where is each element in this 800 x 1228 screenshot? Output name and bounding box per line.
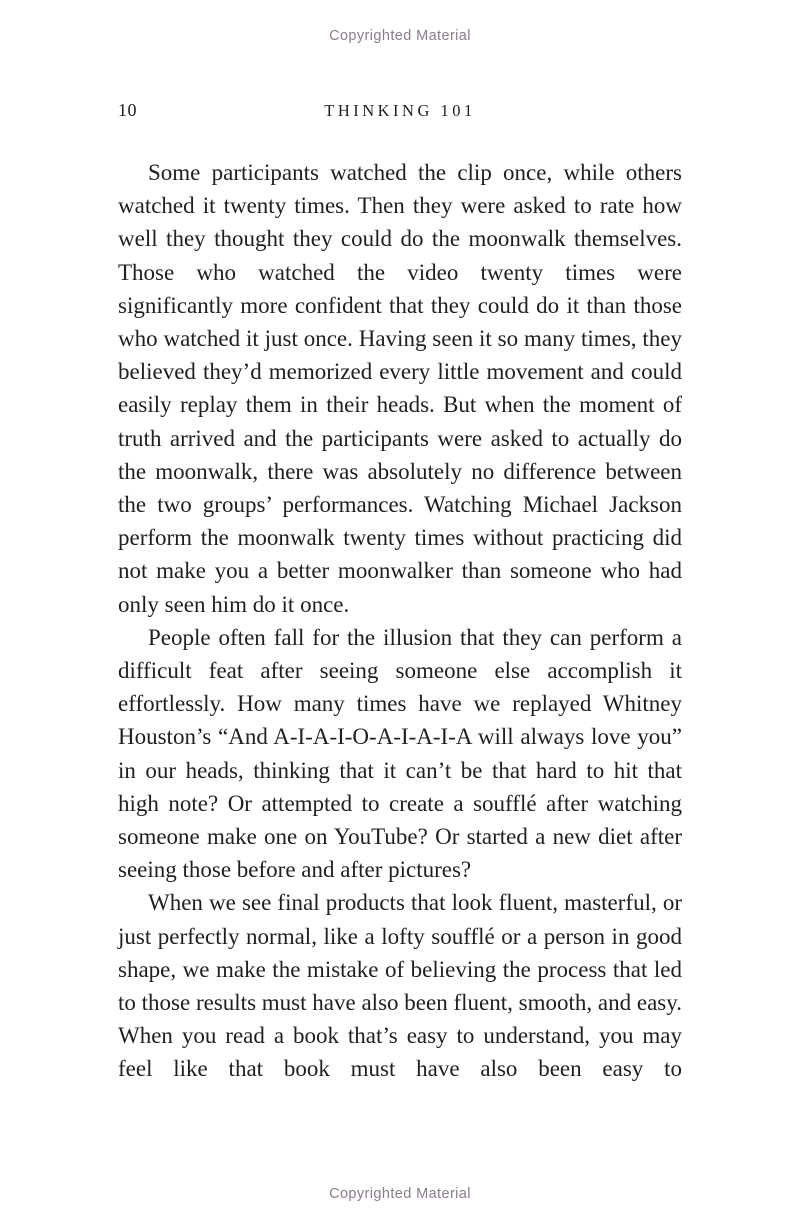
copyright-notice-bottom: Copyrighted Material (329, 1186, 471, 1202)
body-text (118, 156, 682, 1086)
running-title: THINKING 101 (324, 101, 476, 120)
copyright-notice-top: Copyrighted Material (329, 28, 471, 44)
page-number: 10 (118, 100, 137, 120)
paragraph-3: When we see final products that look fluent, masterful, or just perfectly normal, like a lofty soufflé or a person in good shape, we make the mistake of believing the process that led to those results must have also been fluent, smooth, and easy. When you read a book that’s easy to understand, you may feel like that book must have also been easy to (118, 890, 682, 1082)
paragraph-1: Some participants watched the clip once, while others watched it twenty times. Then they were asked to rate how well they thought they could do the moonwalk themselves. Those who watched the video twenty times were significantly more confident that they could do it than those who watched it just once. Having seen it so many times, they believed they’d memorized every little movement and could easily replay them in their heads. But when the moment of truth arrived and the participants were asked to actually do the moonwalk, there was absolutely no difference between the two groups’ performances. Watching Michael Jackson perform the moonwalk twenty times without practicing did not make you a better moonwalker than someone who had only seen him do it once. (118, 160, 682, 617)
page-header (118, 100, 682, 124)
paragraph-2: People often fall for the illusion that they can perform a difficult feat after seeing someone else accomplish it effortlessly. How many times have we replayed Whitney Houston’s “And A-I-A-I-O-A-I-A-I-A will always love you” in our heads, thinking that it can’t be that hard to hit that high note? Or attempted to create a soufflé after watching someone make one on YouTube? Or started a new diet after seeing those before and after pictures? (118, 624, 682, 883)
